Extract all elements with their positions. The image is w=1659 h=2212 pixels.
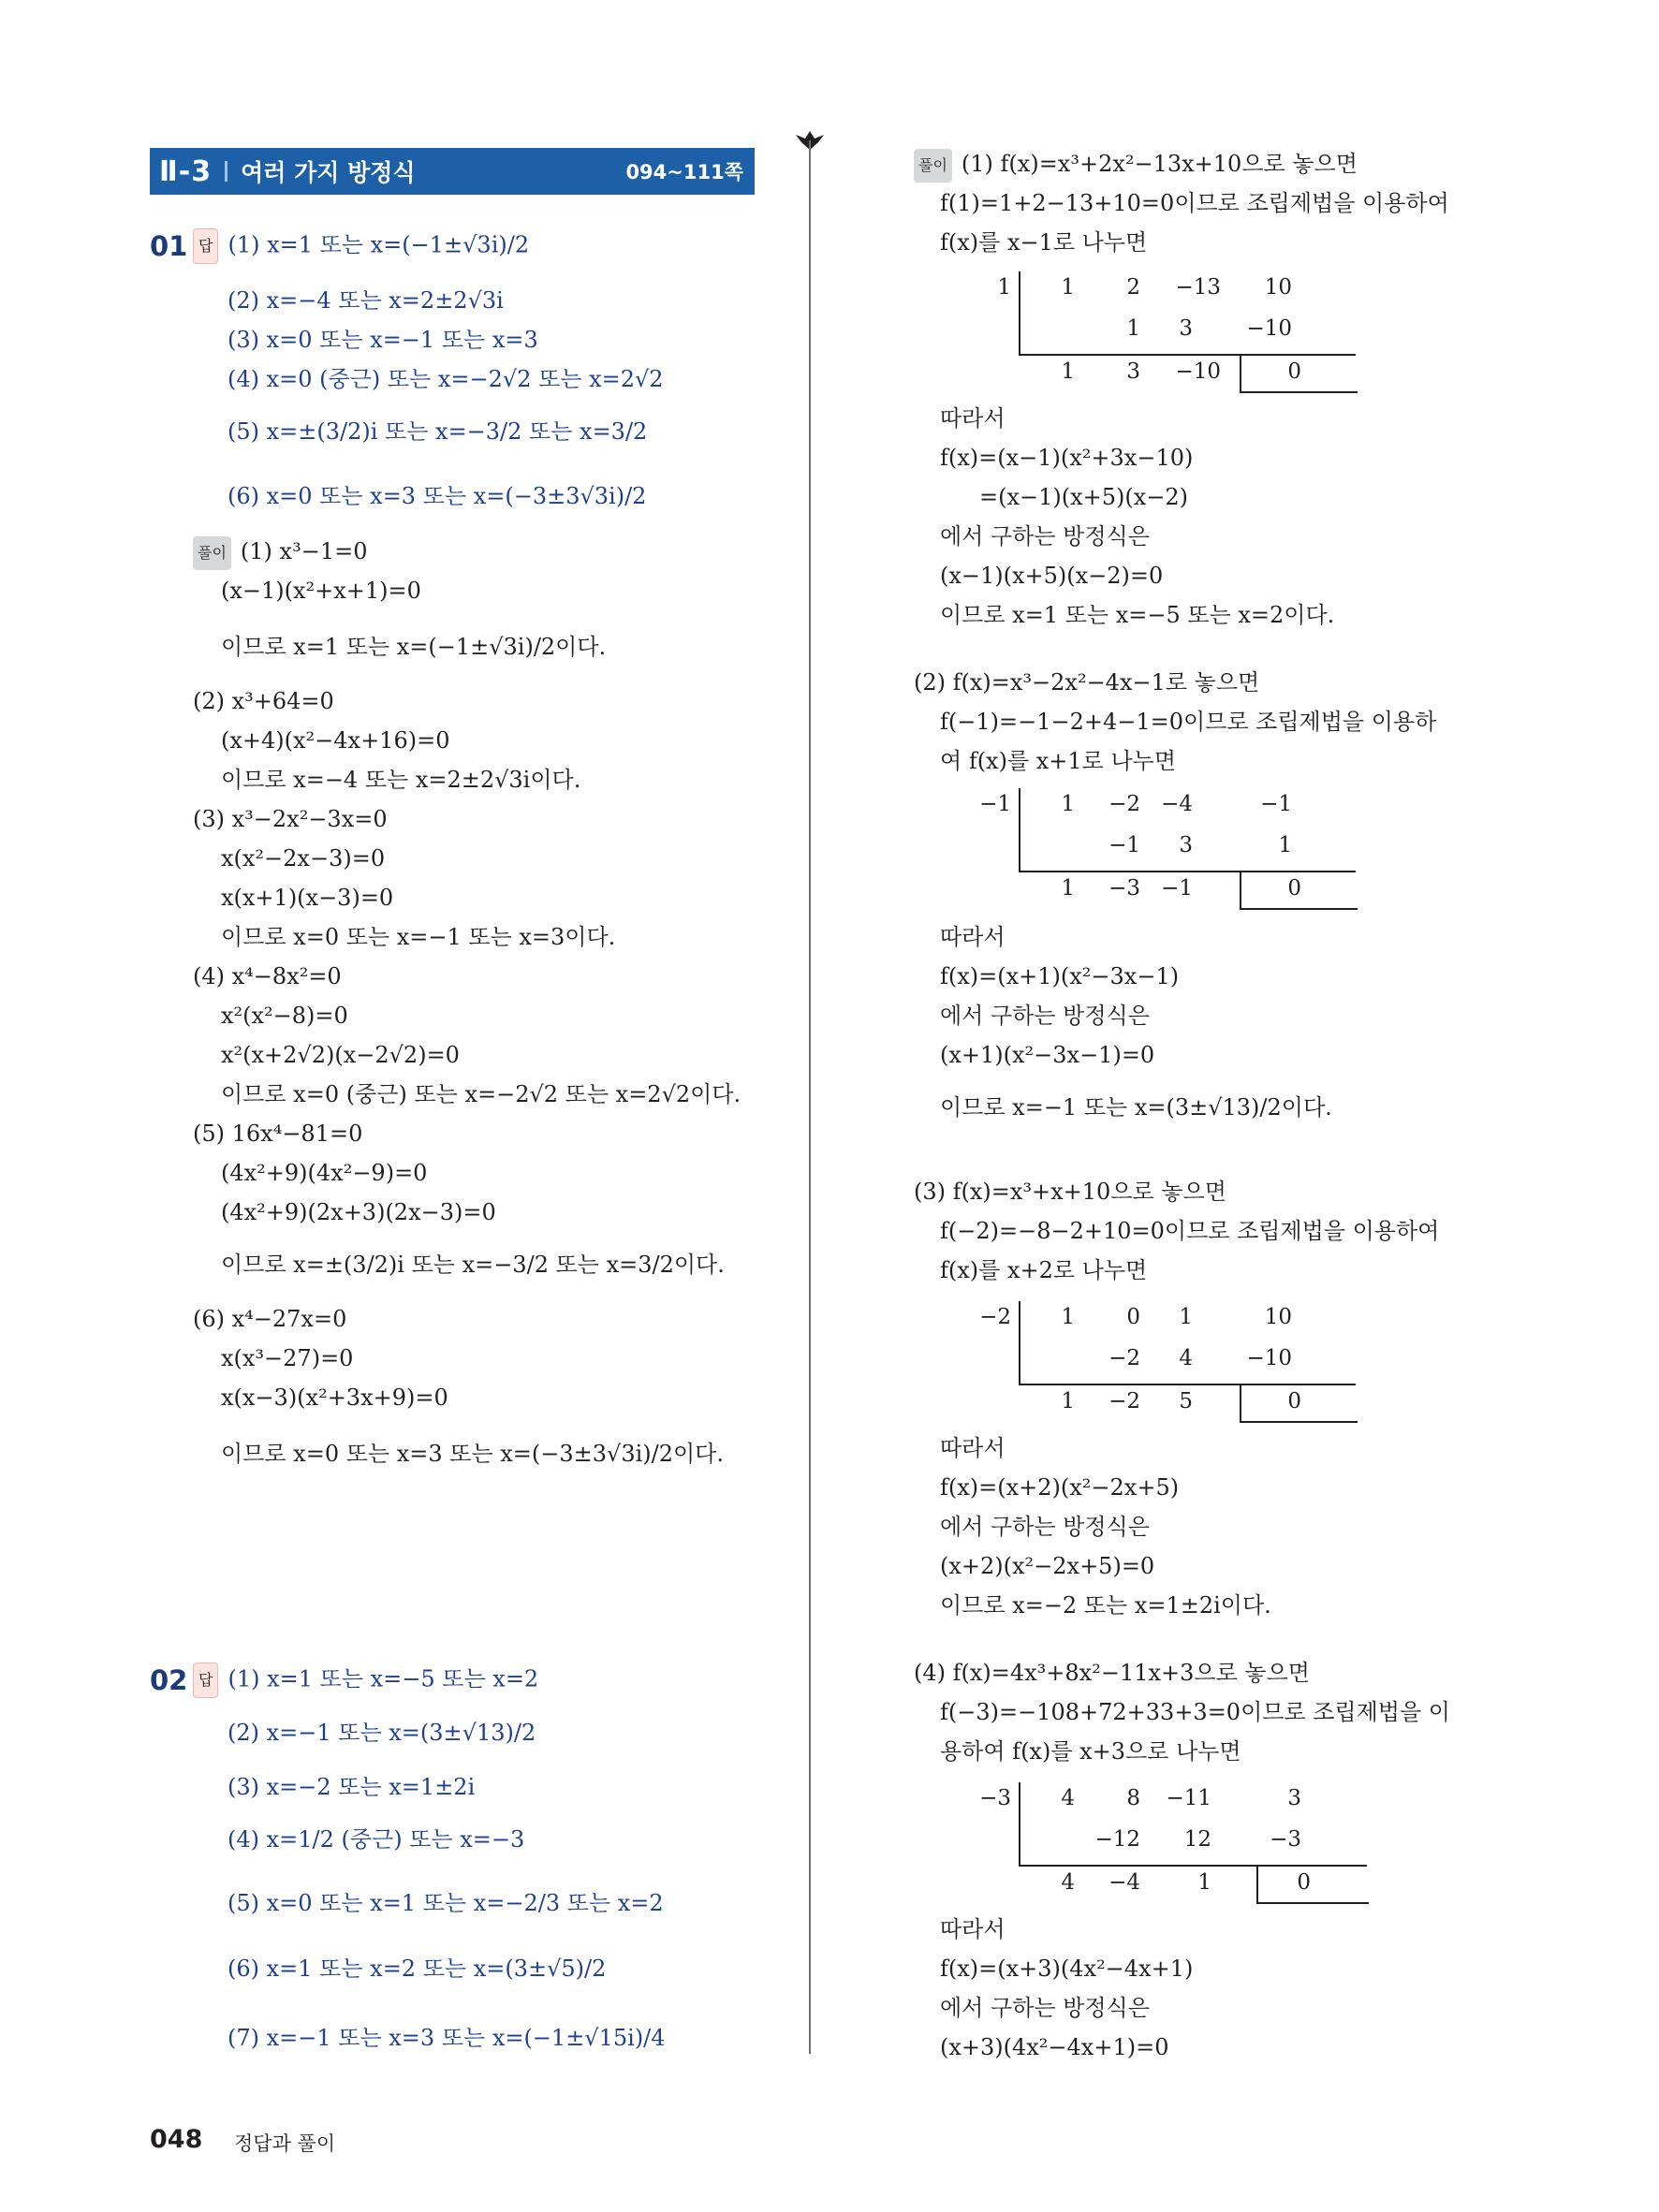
solution-line: f(x)=(x+2)(x²−2x+5) (940, 1474, 1180, 1501)
solution-line: x²(x²−8)=0 (221, 1003, 348, 1029)
solution-line: 이므로 x=±(3/2)i 또는 x=−3/2 또는 x=3/2이다. (221, 1252, 725, 1278)
solution-line: 따라서 (940, 1916, 1006, 1942)
solution-line: 따라서 (940, 405, 1006, 432)
table-cell: 1 (1278, 833, 1292, 857)
answer-line: (3) x=0 또는 x=−1 또는 x=3 (228, 327, 538, 353)
solution-line: (x+3)(4x²−4x+1)=0 (940, 2034, 1169, 2060)
section-number: Ⅱ-3 (159, 154, 213, 188)
table-cell: −2 (1108, 792, 1140, 816)
answer-line: (7) x=−1 또는 x=3 또는 x=(−1±√15i)/4 (228, 2025, 666, 2051)
table-cell: 2 (1126, 275, 1140, 300)
table-cell: −2 (1108, 1389, 1140, 1414)
solution-line: f(−1)=−1−2+4−1=0이므로 조립제법을 이용하 (940, 709, 1437, 735)
table-cell: 8 (1126, 1786, 1140, 1810)
footer-label: 정답과 풀이 (234, 2132, 336, 2155)
solution-line: 이므로 x=−4 또는 x=2±2√3i이다. (221, 767, 581, 793)
table-cell: 3 (1179, 316, 1193, 341)
solution-line: f(−3)=−108+72+33+3=0이므로 조립제법을 이 (940, 1699, 1450, 1725)
solution-line: f(x)=(x+3)(4x²−4x+1) (940, 1956, 1194, 1982)
solution-line: 여 f(x)를 x+1로 나누면 (940, 748, 1177, 774)
table-cell: −1 (1260, 792, 1292, 816)
answer-line: (2) x=−1 또는 x=(3±√13)/2 (228, 1720, 536, 1746)
solution-line: (4) f(x)=4x³+8x²−11x+3으로 놓으면 (914, 1660, 1310, 1686)
answer-line (193, 228, 529, 264)
solution-line: f(x)=(x+1)(x²−3x−1) (940, 963, 1180, 989)
solution-line: (2) f(x)=x³−2x²−4x−1로 놓으면 (914, 669, 1260, 696)
solution-line: (6) x⁴−27x=0 (193, 1306, 347, 1332)
table-cell: 5 (1179, 1389, 1193, 1414)
divisor-cell: −3 (979, 1786, 1011, 1810)
divisor-cell: −1 (979, 792, 1011, 816)
table-vertical-rule (1019, 1782, 1020, 1865)
table-cell: 1 (1061, 876, 1075, 901)
table-cell: 1 (1061, 1389, 1075, 1414)
table-cell: −2 (1108, 1346, 1140, 1370)
solution-line: f(−2)=−8−2+10=0이므로 조립제법을 이용하여 (940, 1218, 1440, 1244)
table-cell: 0 (1126, 1305, 1140, 1329)
solution-line: 용하여 f(x)를 x+3으로 나누면 (940, 1738, 1241, 1765)
solution-line: =(x−1)(x+5)(x−2) (979, 484, 1189, 510)
solution-line: (4) x⁴−8x²=0 (193, 963, 342, 989)
solution-line: (x+1)(x²−3x−1)=0 (940, 1042, 1155, 1068)
solution-line: (3) x³−2x²−3x=0 (193, 806, 388, 832)
table-cell: −1 (1161, 876, 1193, 901)
solution-line (193, 535, 367, 570)
synthetic-division-table (974, 788, 1329, 910)
solution-line: x²(x+2√2)(x−2√2)=0 (221, 1042, 460, 1068)
solution-line: f(x)를 x+2로 나누면 (940, 1257, 1148, 1283)
answer-line: (2) x=−4 또는 x=2±2√3i (228, 287, 504, 314)
solution-line: x(x+1)(x−3)=0 (221, 885, 394, 911)
remainder-cell: 0 (1287, 1389, 1301, 1414)
table-cell: 4 (1061, 1786, 1075, 1810)
solution-line: (x+2)(x²−2x+5)=0 (940, 1553, 1155, 1579)
section-title: 여러 가지 방정식 (241, 159, 416, 186)
answer-line: (6) x=0 또는 x=3 또는 x=(−3±3√3i)/2 (228, 483, 647, 509)
synthetic-division-table (974, 271, 1329, 393)
answer-tag: 답 (193, 228, 218, 264)
solution-line: 이므로 x=1 또는 x=−5 또는 x=2이다. (940, 602, 1335, 628)
answer-line: (6) x=1 또는 x=2 또는 x=(3±√5)/2 (228, 1956, 607, 1982)
solution-line: 에서 구하는 방정식은 (940, 523, 1150, 549)
answer-line: (4) x=1/2 (중근) 또는 x=−3 (228, 1826, 525, 1853)
solution-line: 에서 구하는 방정식은 (940, 1995, 1150, 2021)
table-cell: 1 (1061, 792, 1075, 816)
solution-line (914, 148, 1358, 183)
solution-line: (5) 16x⁴−81=0 (193, 1121, 363, 1147)
table-cell: 1 (1197, 1870, 1211, 1895)
table-cell: 3 (1287, 1786, 1301, 1810)
answer-text: (1) x=1 또는 x=−5 또는 x=2 (228, 1665, 539, 1692)
table-vertical-rule (1019, 1301, 1020, 1384)
table-cell: −10 (1246, 1346, 1292, 1370)
column-divider (809, 140, 811, 2054)
solution-line: 이므로 x=1 또는 x=(−1±√3i)/2이다. (221, 634, 607, 660)
solution-tag: 풀이 (914, 149, 952, 183)
solution-line: x(x²−2x−3)=0 (221, 845, 386, 872)
solution-line: (4x²+9)(2x+3)(2x−3)=0 (221, 1199, 496, 1225)
solution-text: (1) x³−1=0 (240, 538, 368, 564)
solution-line: 이므로 x=−2 또는 x=1±2i이다. (940, 1592, 1271, 1619)
page-range: 094~111쪽 (625, 161, 743, 183)
synthetic-division-table (974, 1782, 1329, 1904)
remainder-cell: 0 (1287, 876, 1301, 901)
question-number-01: 01 (150, 230, 188, 262)
answer-tag: 답 (193, 1663, 218, 1698)
section-header (150, 148, 755, 195)
answer-text: (1) x=1 또는 x=(−1±√3i)/2 (228, 231, 530, 258)
table-cell: −4 (1108, 1870, 1140, 1895)
remainder-cell: 0 (1297, 1870, 1311, 1895)
table-cell: −10 (1175, 359, 1221, 384)
table-cell: −11 (1166, 1786, 1211, 1810)
table-cell: −13 (1175, 275, 1221, 300)
solution-line: 이므로 x=0 (중근) 또는 x=−2√2 또는 x=2√2이다. (221, 1081, 741, 1107)
table-cell: 12 (1183, 1827, 1211, 1852)
table-cell: −12 (1094, 1827, 1140, 1852)
table-cell: 1 (1179, 1305, 1193, 1329)
question-number-02: 02 (150, 1664, 188, 1696)
table-vertical-rule (1019, 271, 1020, 354)
solution-line: f(x)=(x−1)(x²+3x−10) (940, 445, 1194, 471)
table-cell: 1 (1061, 359, 1075, 384)
table-cell: 3 (1179, 833, 1193, 857)
table-cell: −3 (1270, 1827, 1301, 1852)
solution-line: 이므로 x=0 또는 x=3 또는 x=(−3±3√3i)/2이다. (221, 1441, 724, 1467)
answer-line: (4) x=0 (중근) 또는 x=−2√2 또는 x=2√2 (228, 366, 664, 392)
answer-line: (5) x=0 또는 x=1 또는 x=−2/3 또는 x=2 (228, 1890, 664, 1916)
solution-line: (2) x³+64=0 (193, 688, 334, 714)
table-cell: 4 (1179, 1346, 1193, 1370)
solution-line: x(x³−27)=0 (221, 1345, 354, 1371)
table-cell: −4 (1161, 792, 1193, 816)
solution-line: (4x²+9)(4x²−9)=0 (221, 1160, 428, 1186)
divisor-cell: −2 (979, 1305, 1011, 1329)
table-cell: 1 (1061, 275, 1075, 300)
solution-line: (x−1)(x²+x+1)=0 (221, 578, 421, 604)
synthetic-division-table (974, 1301, 1329, 1423)
solution-line: 따라서 (940, 924, 1006, 950)
table-cell: 1 (1061, 1305, 1075, 1329)
answer-line: (5) x=±(3/2)i 또는 x=−3/2 또는 x=3/2 (228, 418, 648, 445)
table-cell: 1 (1126, 316, 1140, 341)
solution-line: (x+4)(x²−4x+16)=0 (221, 727, 450, 754)
table-cell: −10 (1246, 316, 1292, 341)
solution-line: 에서 구하는 방정식은 (940, 1003, 1150, 1029)
solution-line: f(1)=1+2−13+10=0이므로 조립제법을 이용하여 (940, 190, 1449, 216)
solution-line: 이므로 x=−1 또는 x=(3±√13)/2이다. (940, 1094, 1332, 1121)
solution-line: 따라서 (940, 1435, 1006, 1461)
table-cell: 3 (1126, 359, 1140, 384)
solution-text: (1) f(x)=x³+2x²−13x+10으로 놓으면 (961, 151, 1358, 177)
table-cell: −1 (1108, 833, 1140, 857)
divisor-cell: 1 (997, 275, 1011, 300)
solution-line: x(x−3)(x²+3x+9)=0 (221, 1384, 448, 1411)
table-cell: 10 (1264, 1305, 1292, 1329)
solution-line: 에서 구하는 방정식은 (940, 1514, 1150, 1540)
solution-line: (3) f(x)=x³+x+10으로 놓으면 (914, 1179, 1226, 1205)
solution-line: (x−1)(x+5)(x−2)=0 (940, 563, 1164, 589)
table-cell: 4 (1061, 1870, 1075, 1895)
table-vertical-rule (1019, 788, 1020, 871)
solution-line: f(x)를 x−1로 나누면 (940, 229, 1148, 256)
page-number: 048 (150, 2125, 203, 2154)
remainder-cell: 0 (1287, 359, 1301, 384)
answer-line (193, 1663, 538, 1698)
table-cell: −3 (1108, 876, 1140, 901)
solution-line: 이므로 x=0 또는 x=−1 또는 x=3이다. (221, 924, 616, 950)
header-separator (225, 161, 228, 182)
solution-tag: 풀이 (193, 536, 231, 570)
answer-line: (3) x=−2 또는 x=1±2i (228, 1774, 476, 1800)
table-cell: 10 (1264, 275, 1292, 300)
